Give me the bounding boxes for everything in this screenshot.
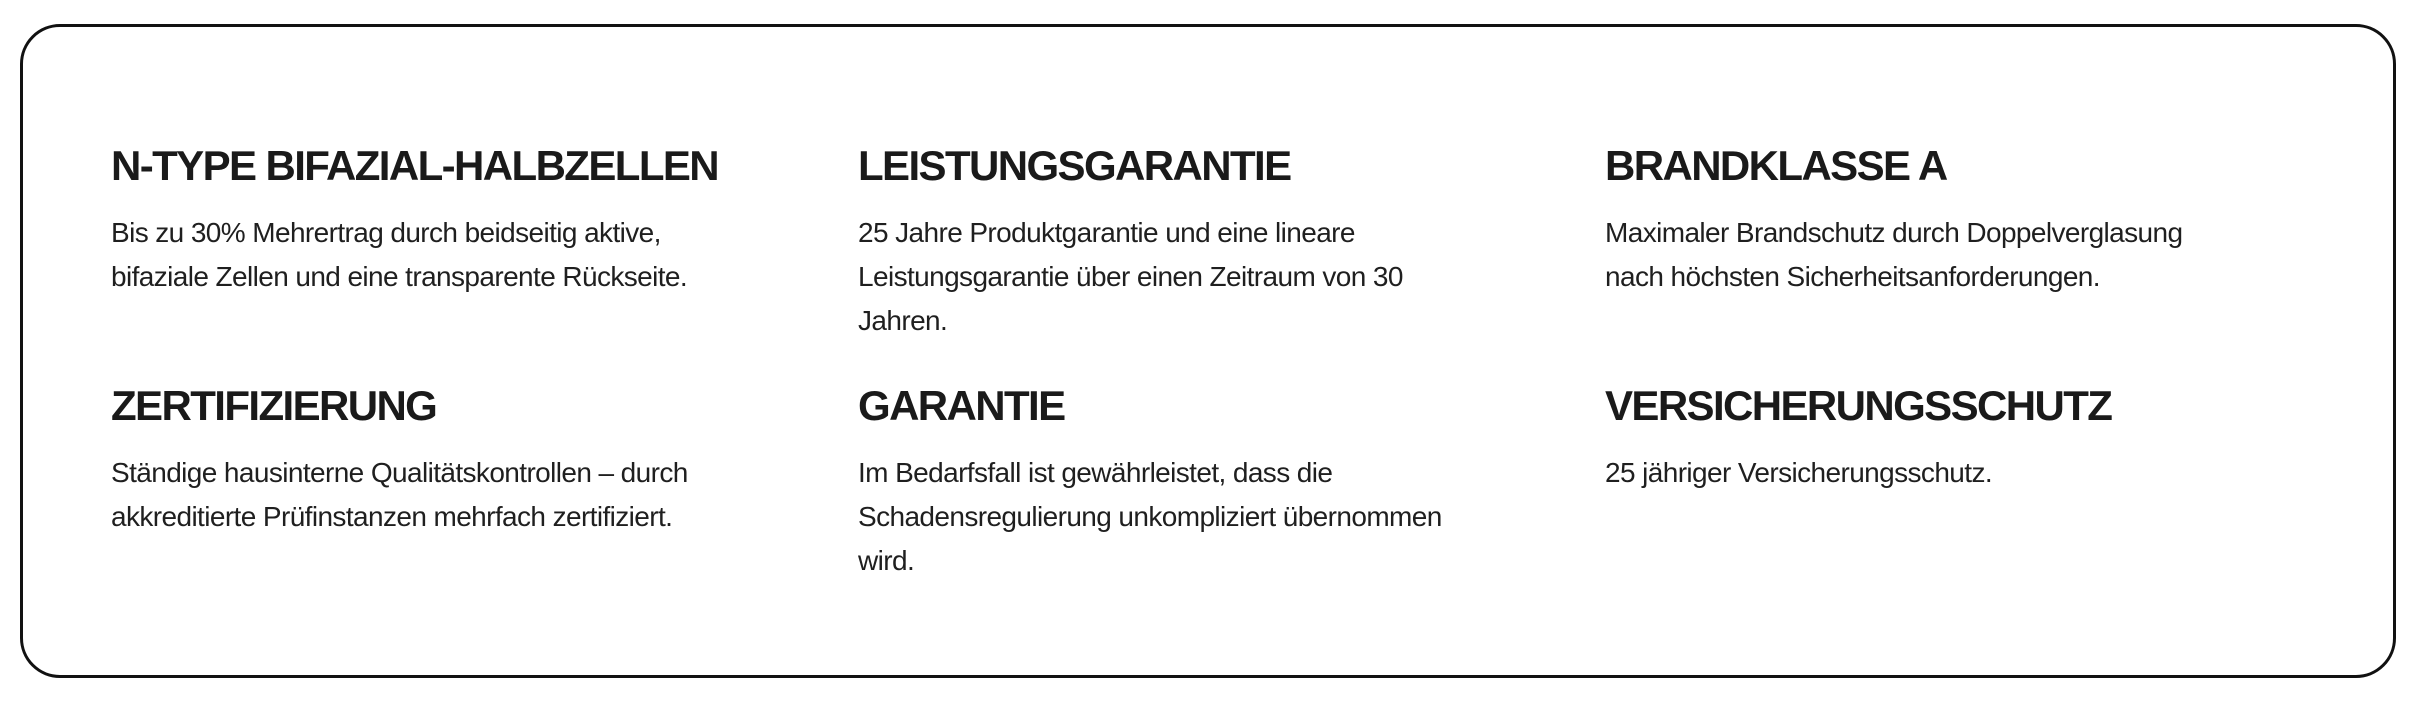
feature-description: Im Bedarfsfall ist gewährleistet, dass die Schadensregulierung unkompliziert übernommen wird. <box>858 457 1442 576</box>
feature-description: 25 Jahre Produktgarantie und eine lineare Leistungsgarantie über einen Zeitraum von 30 Jahren. <box>858 217 1403 336</box>
feature-description: 25 jähriger Versicherungsschutz. <box>1605 457 1993 488</box>
feature-description: Bis zu 30% Mehrertrag durch beidseitig aktive, bifaziale Zellen und eine transparente Rückseite. <box>111 217 688 292</box>
feature-title: BRANDKLASSE A <box>1605 142 1947 189</box>
feature-description: Maximaler Brandschutz durch Doppelverglasung nach höchsten Sicherheitsanforderungen. <box>1605 217 2183 292</box>
feature-fire-class <box>1605 141 2285 299</box>
feature-certification <box>111 381 791 539</box>
feature-insurance <box>1605 381 2285 495</box>
feature-title: LEISTUNGSGARANTIE <box>858 142 1291 189</box>
feature-bifacial-cells <box>111 141 791 299</box>
feature-title: VERSICHERUNGSSCHUTZ <box>1605 382 2112 429</box>
feature-description: Ständige hausinterne Qualitätskontrollen – durch akkreditierte Prüfinstanzen mehrfach zertifiziert. <box>111 457 688 532</box>
feature-title: ZERTIFIZIERUNG <box>111 382 437 429</box>
feature-title: N-TYPE BIFAZIAL-HALBZELLEN <box>111 142 719 189</box>
features-card <box>20 24 2396 678</box>
feature-title: GARANTIE <box>858 382 1065 429</box>
feature-guarantee <box>858 381 1538 583</box>
feature-performance-warranty <box>858 141 1538 343</box>
